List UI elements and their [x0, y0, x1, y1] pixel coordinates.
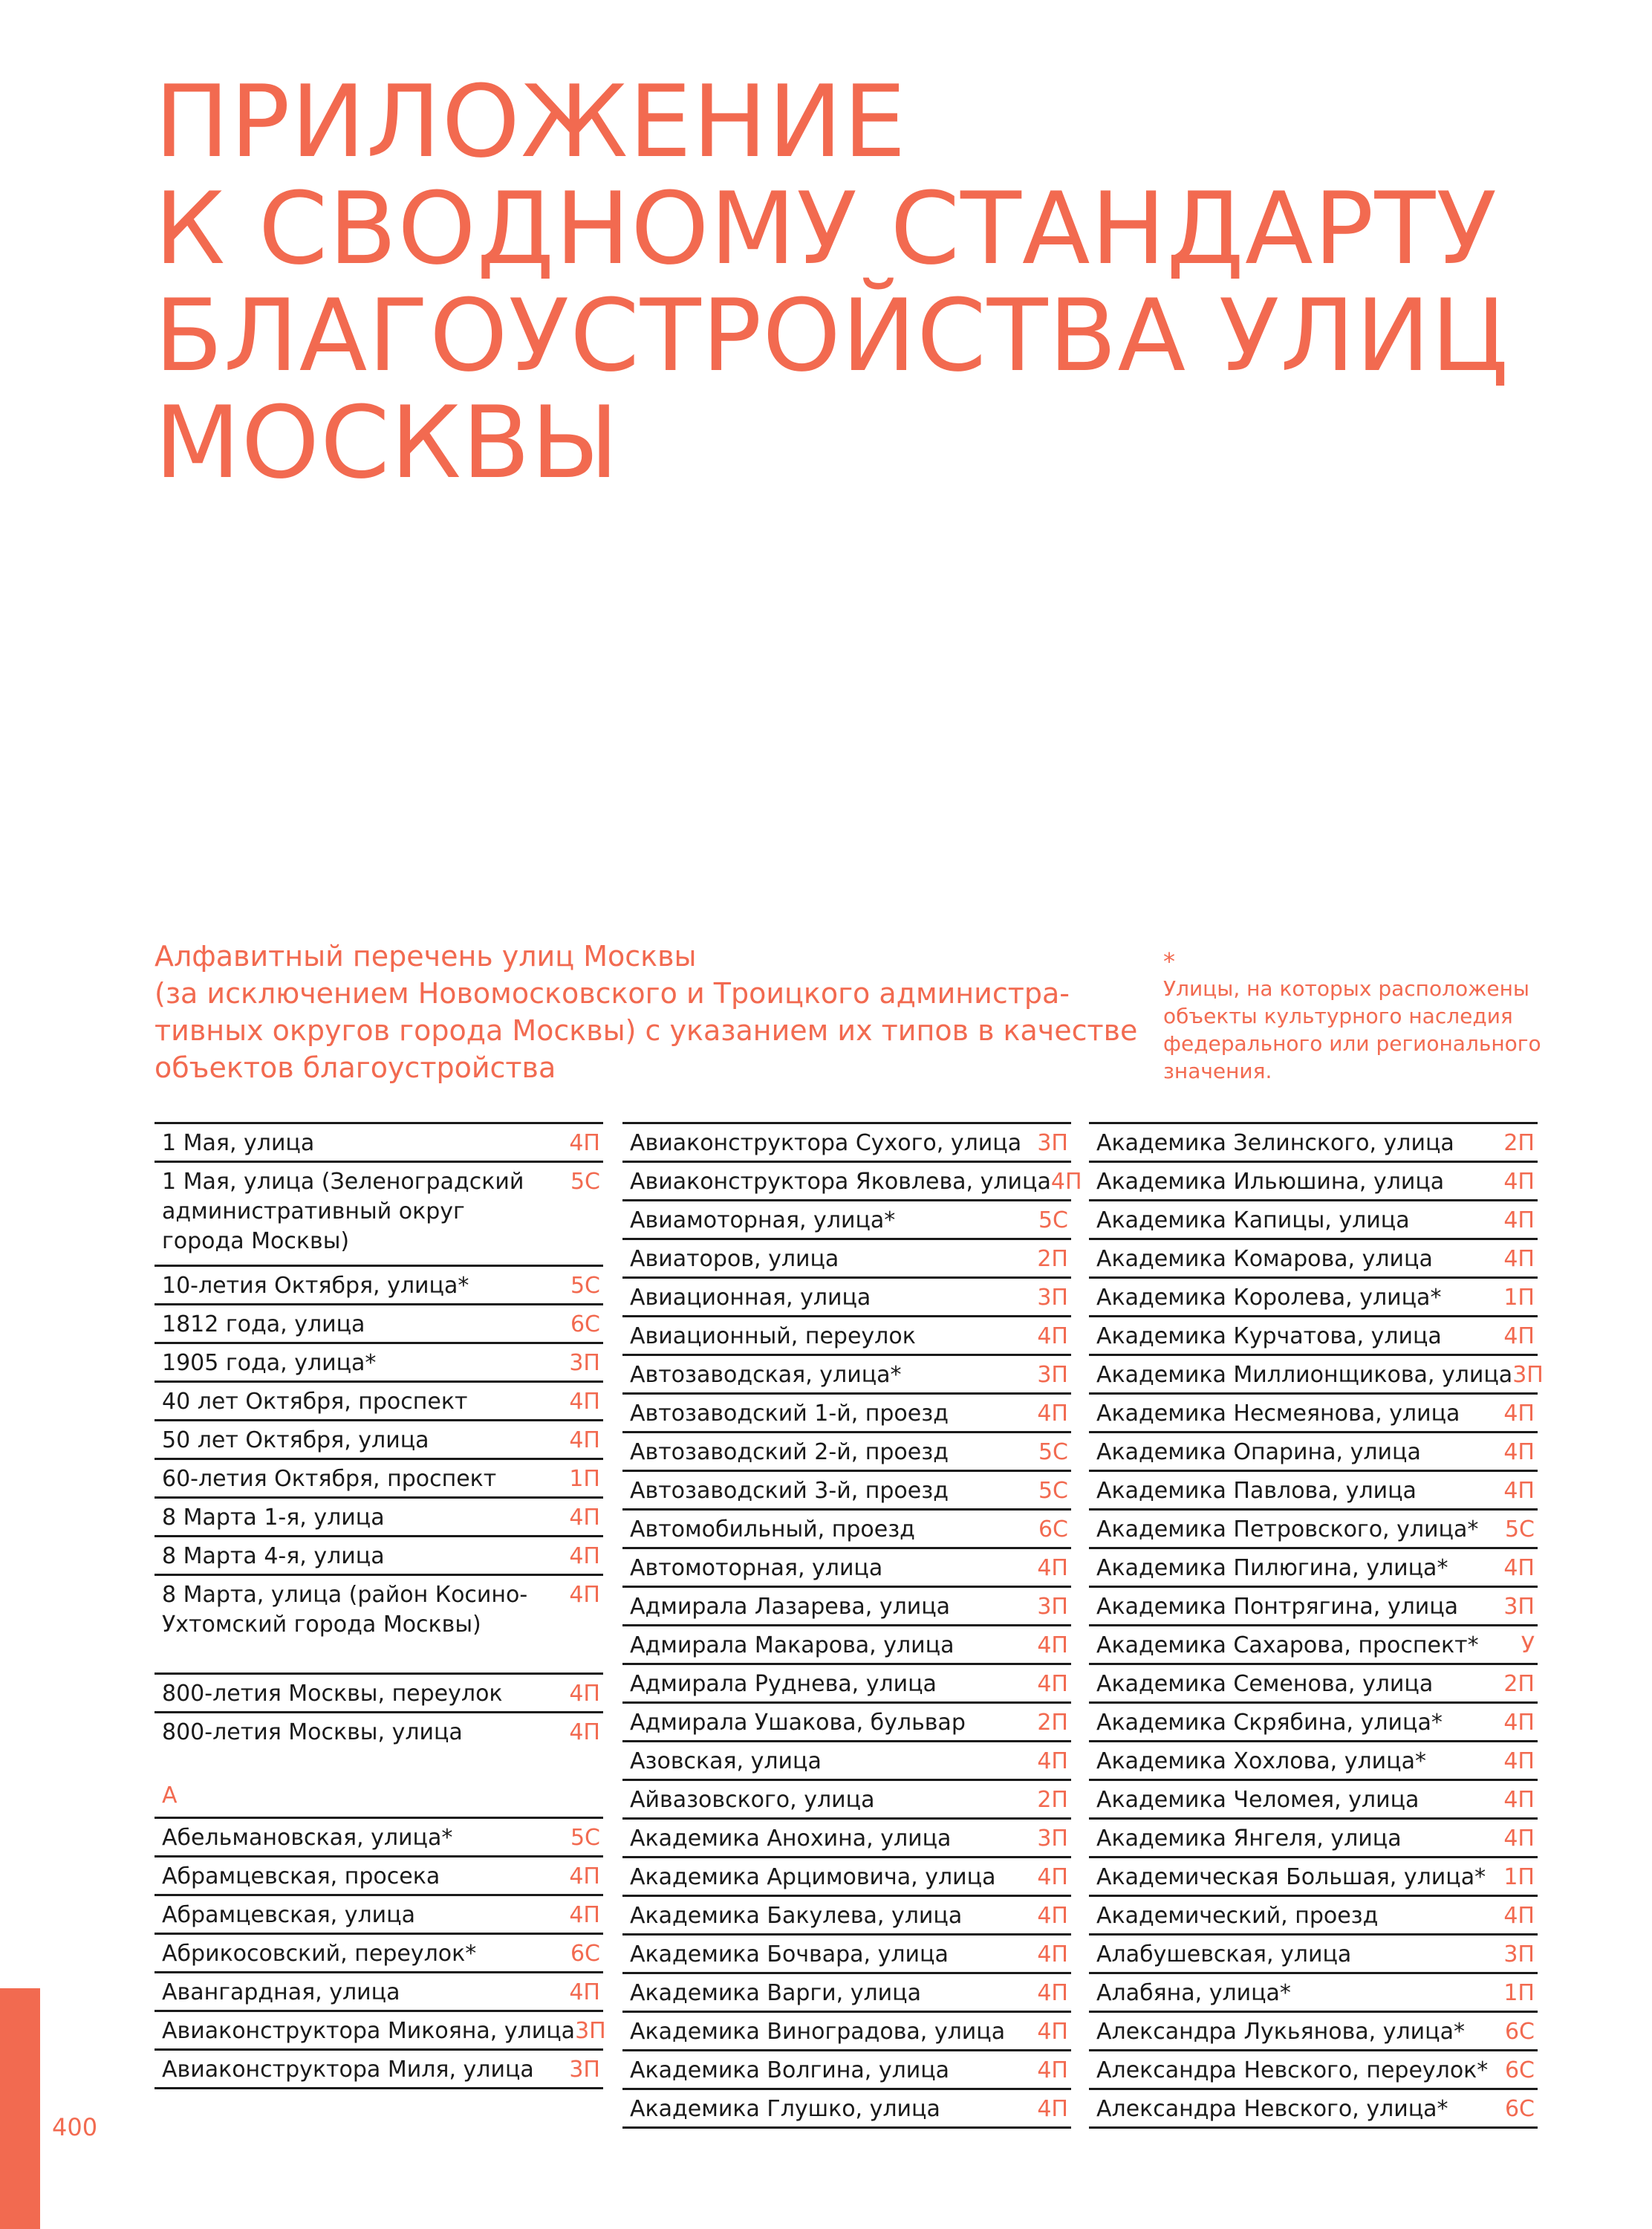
street-row	[155, 1711, 603, 1750]
street-type-code: 4П	[1037, 1941, 1068, 1967]
street-name: Автозаводский 1-й, проезд	[630, 1401, 949, 1427]
street-row	[155, 1817, 603, 1855]
street-row	[155, 1303, 603, 1342]
street-type-code: 1П	[1503, 1980, 1535, 2006]
street-row	[155, 1265, 603, 1303]
footnote-line: Улицы, на которых расположены	[1163, 976, 1529, 1001]
street-name: Автозаводская, улица*	[630, 1362, 902, 1388]
street-type-code: 6С	[1038, 1516, 1068, 1542]
street-name: Автозаводский 3-й, проезд	[630, 1478, 949, 1504]
street-name: Автозаводский 2-й, проезд	[630, 1439, 949, 1465]
street-name: Академика Курчатова, улица	[1096, 1323, 1442, 1349]
street-name: Академика Бакулева, улица	[630, 1903, 963, 1929]
street-row	[622, 1817, 1071, 1856]
title-line: К СВОДНОМУ СТАНДАРТУ	[155, 171, 1497, 287]
street-type-code: У	[1521, 1632, 1535, 1658]
street-row	[622, 1161, 1082, 1199]
street-type-code: 5С	[1038, 1439, 1068, 1465]
street-name: Авиаконструктора Микояна, улица	[162, 2018, 576, 2044]
street-row	[622, 1315, 1071, 1354]
street-type-code: 4П	[1503, 1207, 1535, 1233]
street-row	[1089, 1895, 1538, 1933]
street-type-code: 4П	[569, 1389, 600, 1415]
street-row	[1089, 1276, 1538, 1315]
street-name: Айвазовского, улица	[630, 1787, 875, 1813]
street-name: Авиаторов, улица	[630, 1246, 839, 1272]
street-name: Авиаконструктора Яковлева, улица	[630, 1169, 1051, 1195]
street-type-code: 4П	[1503, 1401, 1535, 1427]
street-type-code: 4П	[569, 1505, 600, 1531]
title-line: БЛАГОУСТРОЙСТВА УЛИЦ	[155, 278, 1509, 394]
street-row	[622, 1392, 1071, 1431]
street-name: Абрамцевская, улица	[162, 1902, 415, 1928]
street-list-column-2	[622, 1122, 1082, 2129]
street-type-code: 4П	[1050, 1169, 1082, 1195]
street-row	[622, 1354, 1071, 1392]
street-name: 800-летия Москвы, переулок	[162, 1681, 503, 1707]
title-line: МОСКВЫ	[155, 385, 620, 501]
street-row	[155, 1419, 603, 1458]
street-type-code: 4П	[1037, 1323, 1068, 1349]
street-row	[1089, 1663, 1538, 1701]
street-name: 1905 года, улица*	[162, 1350, 377, 1376]
street-name: 1 Мая, улица (Зеленоградский административный округ города Москвы)	[162, 1169, 524, 1254]
street-row	[155, 1535, 603, 1574]
street-type-code: 4П	[1503, 1169, 1535, 1195]
street-name: Александра Невского, переулок*	[1096, 2057, 1489, 2083]
street-row	[1089, 1470, 1538, 1508]
street-name: Автомобильный, проезд	[630, 1516, 915, 1542]
street-row	[622, 1972, 1071, 2011]
street-type-code: 1П	[1503, 1285, 1535, 1311]
street-row	[1089, 2049, 1538, 2088]
street-name: Академическая Большая, улица*	[1096, 1864, 1486, 1890]
street-row	[1089, 1354, 1544, 1392]
street-name: Академика Хохлова, улица*	[1096, 1748, 1426, 1774]
street-row	[1089, 1161, 1538, 1199]
street-list-column-3	[1089, 1122, 1544, 2129]
street-type-code: 4П	[1503, 1710, 1535, 1736]
street-row	[1089, 1431, 1538, 1470]
street-type-code: 3П	[569, 2057, 600, 2083]
street-row	[1089, 1392, 1538, 1431]
street-row	[1089, 1238, 1538, 1276]
street-type-code: 3П	[1037, 1285, 1068, 1311]
street-type-code: 2П	[1503, 1671, 1535, 1697]
street-row	[1089, 1972, 1538, 2011]
street-type-code: 4П	[1037, 1632, 1068, 1658]
street-name: 8 Марта, улица (район Косино-Ухтомский города Москвы)	[162, 1582, 528, 1638]
street-type-code: 2П	[1037, 1246, 1068, 1272]
street-row	[1089, 1586, 1538, 1624]
street-name: 40 лет Октября, проспект	[162, 1389, 468, 1415]
street-type-code: 6С	[1504, 2057, 1535, 2083]
street-type-code: 4П	[1037, 1903, 1068, 1929]
section-subtitle	[155, 938, 1138, 1086]
street-type-code: 3П	[1037, 1594, 1068, 1620]
street-row	[622, 2011, 1071, 2049]
street-name: 800-летия Москвы, улица	[162, 1719, 463, 1745]
street-name: 8 Марта 1-я, улица	[162, 1505, 385, 1531]
street-row	[155, 1161, 603, 1265]
street-name: Академический, проезд	[1096, 1903, 1379, 1929]
street-row	[155, 1855, 603, 1894]
street-name: Адмирала Руднева, улица	[630, 1671, 937, 1697]
street-row	[155, 1380, 603, 1419]
street-name: Азовская, улица	[630, 1748, 822, 1774]
street-row	[155, 1122, 603, 1161]
street-type-code: 5С	[1504, 1516, 1535, 1542]
street-type-code: 4П	[1037, 1555, 1068, 1581]
street-name: Академика Ильюшина, улица	[1096, 1169, 1445, 1195]
street-name: Академика Сахарова, проспект*	[1096, 1632, 1479, 1658]
street-name: Академика Понтрягина, улица	[1096, 1594, 1459, 1620]
street-row	[155, 2048, 603, 2087]
street-row	[622, 1856, 1071, 1895]
page-title	[155, 64, 1509, 501]
street-type-code: 1П	[1503, 1864, 1535, 1890]
street-name: Академика Семенова, улица	[1096, 1671, 1434, 1697]
street-type-code: 4П	[1037, 1748, 1068, 1774]
street-type-code: 4П	[1503, 1555, 1535, 1581]
street-row	[155, 1574, 603, 1646]
street-name: 10-летия Октября, улица*	[162, 1273, 469, 1299]
street-type-code: 5С	[570, 1169, 600, 1195]
street-row	[622, 1122, 1071, 1161]
street-name: 50 лет Октября, улица	[162, 1427, 429, 1453]
street-name: Авиаконструктора Миля, улица	[162, 2057, 534, 2083]
street-type-code: 3П	[1037, 1130, 1068, 1156]
street-row	[1089, 1547, 1538, 1586]
street-row	[622, 1895, 1071, 1933]
street-row	[622, 1624, 1071, 1663]
street-name: Академика Павлова, улица	[1096, 1478, 1417, 1504]
subtitle-line: Алфавитный перечень улиц Москвы	[155, 940, 697, 973]
street-name: Академика Миллионщикова, улица	[1096, 1362, 1513, 1388]
street-name: Академика Бочвара, улица	[630, 1941, 949, 1967]
street-row	[1089, 1740, 1538, 1779]
street-type-code: 4П	[1503, 1903, 1535, 1929]
street-type-code: 4П	[569, 1582, 600, 1608]
street-type-code: 2П	[1037, 1710, 1068, 1736]
street-type-code: 4П	[1503, 1787, 1535, 1813]
street-type-code: 4П	[1037, 2096, 1068, 2122]
footnote-line: значения.	[1163, 1059, 1272, 1083]
street-list-column-1	[155, 1122, 606, 2089]
street-name: Академика Капицы, улица	[1096, 1207, 1410, 1233]
street-type-code: 4П	[1503, 1323, 1535, 1349]
street-row	[622, 1740, 1071, 1779]
street-row	[1089, 1199, 1538, 1238]
footnote-asterisk: *	[1163, 947, 1175, 976]
street-row	[155, 1672, 603, 1711]
street-row	[622, 1470, 1071, 1508]
street-name: 8 Марта 4-я, улица	[162, 1543, 385, 1569]
street-row	[622, 1663, 1071, 1701]
street-row	[1089, 1779, 1538, 1817]
street-row	[1089, 1701, 1538, 1740]
street-name: Академика Глушко, улица	[630, 2096, 940, 2122]
street-row	[1089, 2011, 1538, 2049]
street-type-code: 4П	[569, 1863, 600, 1889]
accent-bar	[0, 1988, 40, 2229]
street-row	[622, 1933, 1071, 1972]
street-name: Академика Пилюгина, улица*	[1096, 1555, 1448, 1581]
street-type-code: 4П	[1503, 1748, 1535, 1774]
street-type-code: 4П	[569, 1427, 600, 1453]
street-name: Автомоторная, улица	[630, 1555, 883, 1581]
street-name: Академика Петровского, улица*	[1096, 1516, 1479, 1542]
street-row	[155, 1933, 603, 1971]
street-row	[1089, 1508, 1538, 1547]
street-name: Авиаконструктора Сухого, улица	[630, 1130, 1022, 1156]
street-name: 1 Мая, улица	[162, 1130, 315, 1156]
street-type-code: 5С	[570, 1273, 600, 1299]
street-type-code: 5С	[1038, 1207, 1068, 1233]
street-row	[1089, 1933, 1538, 1972]
street-type-code: 2П	[1037, 1787, 1068, 1813]
street-type-code: 6С	[1504, 2019, 1535, 2045]
street-row	[1089, 2088, 1538, 2126]
street-row	[622, 2088, 1071, 2126]
street-type-code: 4П	[1037, 1401, 1068, 1427]
street-type-code: 3П	[569, 1350, 600, 1376]
street-type-code: 4П	[569, 1543, 600, 1569]
street-row	[622, 1508, 1071, 1547]
street-row	[1089, 1122, 1538, 1161]
street-row	[155, 1496, 603, 1535]
street-type-code: 1П	[569, 1466, 600, 1492]
subtitle-line: объектов благоустройства	[155, 1051, 556, 1084]
subtitle-line: тивных округов города Москвы) с указанием их типов в качестве	[155, 1014, 1138, 1047]
street-name: Академика Челомея, улица	[1096, 1787, 1420, 1813]
street-name: Академика Королева, улица*	[1096, 1285, 1442, 1311]
street-name: Авангардная, улица	[162, 1979, 400, 2005]
street-type-code: 3П	[1503, 1941, 1535, 1967]
street-name: Авиационная, улица	[630, 1285, 871, 1311]
street-name: Академика Опарина, улица	[1096, 1439, 1421, 1465]
street-row	[1089, 1817, 1538, 1856]
street-name: Академика Комарова, улица	[1096, 1246, 1433, 1272]
street-name: Академика Виноградова, улица	[630, 2019, 1006, 2045]
street-type-code: 4П	[1037, 1980, 1068, 2006]
street-row	[155, 1458, 603, 1496]
street-type-code: 3П	[575, 2018, 606, 2044]
street-type-code: 4П	[569, 1902, 600, 1928]
street-name: Авиационный, переулок	[630, 1323, 916, 1349]
street-type-code: 4П	[569, 1130, 600, 1156]
street-name: Академика Варги, улица	[630, 1980, 921, 2006]
street-row	[622, 1547, 1071, 1586]
street-row	[155, 2010, 606, 2048]
street-row	[155, 1971, 603, 2010]
street-type-code: 2П	[1503, 1130, 1535, 1156]
street-row	[622, 1779, 1071, 1817]
street-name: Абрамцевская, просека	[162, 1863, 440, 1889]
street-row	[155, 1342, 603, 1380]
subtitle-line: (за исключением Новомосковского и Троицкого администра-	[155, 977, 1070, 1010]
street-name: 60-летия Октября, проспект	[162, 1466, 497, 1492]
alphabet-letter-heading: А	[162, 1782, 178, 1808]
street-type-code: 4П	[1503, 1478, 1535, 1504]
street-name: Адмирала Лазарева, улица	[630, 1594, 951, 1620]
street-name: Академика Скрябина, улица*	[1096, 1710, 1443, 1736]
street-name: Академика Арцимовича, улица	[630, 1864, 996, 1890]
street-type-code: 5С	[570, 1825, 600, 1851]
street-name: Академика Янгеля, улица	[1096, 1826, 1402, 1852]
street-type-code: 5С	[1038, 1478, 1068, 1504]
street-name: Абрикосовский, переулок*	[162, 1941, 477, 1967]
street-row	[1089, 1624, 1538, 1663]
street-row	[622, 1199, 1071, 1238]
street-type-code: 3П	[1503, 1594, 1535, 1620]
street-name: Алабушевская, улица	[1096, 1941, 1352, 1967]
footnote	[1163, 948, 1549, 1085]
street-name: Абельмановская, улица*	[162, 1825, 453, 1851]
street-name: Адмирала Ушакова, бульвар	[630, 1710, 966, 1736]
street-type-code: 3П	[1037, 1826, 1068, 1852]
street-type-code: 4П	[1503, 1826, 1535, 1852]
street-type-code: 4П	[1503, 1246, 1535, 1272]
street-row	[622, 1701, 1071, 1740]
street-type-code: 3П	[1512, 1362, 1544, 1388]
street-type-code: 4П	[569, 1719, 600, 1745]
street-name: Академика Анохина, улица	[630, 1826, 952, 1852]
street-name: Академика Несмеянова, улица	[1096, 1401, 1460, 1427]
street-name: Адмирала Макарова, улица	[630, 1632, 955, 1658]
street-name: Авиамоторная, улица*	[630, 1207, 896, 1233]
street-type-code: 4П	[1503, 1439, 1535, 1465]
street-type-code: 4П	[1037, 1864, 1068, 1890]
street-row	[622, 1238, 1071, 1276]
street-type-code: 6С	[570, 1941, 600, 1967]
street-row	[155, 1894, 603, 1933]
footnote-line: федерального или регионального	[1163, 1031, 1541, 1056]
street-type-code: 6С	[570, 1311, 600, 1337]
street-type-code: 4П	[1037, 2057, 1068, 2083]
street-row	[1089, 1856, 1538, 1895]
street-row	[622, 1276, 1071, 1315]
street-type-code: 4П	[569, 1681, 600, 1707]
street-type-code: 4П	[1037, 1671, 1068, 1697]
street-type-code: 6С	[1504, 2096, 1535, 2122]
street-row	[622, 1586, 1071, 1624]
street-row	[622, 2049, 1071, 2088]
street-name: Алабяна, улица*	[1096, 1980, 1291, 2006]
street-name: Александра Лукьянова, улица*	[1096, 2019, 1465, 2045]
street-row	[1089, 1315, 1538, 1354]
street-name: Академика Волгина, улица	[630, 2057, 950, 2083]
street-type-code: 4П	[569, 1979, 600, 2005]
street-type-code: 4П	[1037, 2019, 1068, 2045]
street-type-code: 3П	[1037, 1362, 1068, 1388]
street-row	[622, 1431, 1071, 1470]
street-name: Академика Зелинского, улица	[1096, 1130, 1454, 1156]
street-name: Александра Невского, улица*	[1096, 2096, 1448, 2122]
title-line: ПРИЛОЖЕНИЕ	[155, 64, 907, 180]
street-name: 1812 года, улица	[162, 1311, 365, 1337]
page-number: 400	[52, 2113, 98, 2141]
footnote-line: объекты культурного наследия	[1163, 1004, 1513, 1028]
